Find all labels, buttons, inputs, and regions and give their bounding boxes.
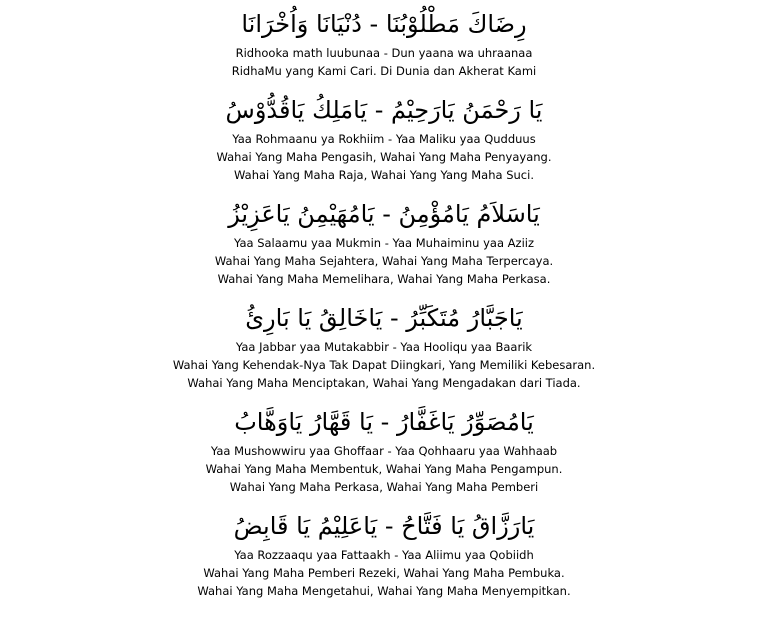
verse-block — [0, 402, 768, 496]
translation-line: Wahai Yang Kehendak-Nya Tak Dapat Diingkari, Yang Memiliki Kebesaran. — [172, 358, 596, 372]
verse-block — [0, 298, 768, 392]
transliteration-line: Yaa Mushowwiru yaa Ghoffaar - Yaa Qohhaaru yaa Wahhaab — [210, 444, 558, 458]
translation-line: Wahai Yang Maha Perkasa, Wahai Yang Maha Pemberi — [229, 480, 539, 494]
arabic-verse: يَارَزَّاقُ يَا فَتَّاحُ - يَاعَلِيْمُ يَا قَابِضُ — [233, 512, 535, 540]
translation-line: Wahai Yang Maha Pengasih, Wahai Yang Maha Penyayang. — [216, 150, 552, 164]
translation-line: Wahai Yang Maha Membentuk, Wahai Yang Maha Pengampun. — [205, 462, 563, 476]
arabic-verse: رِضَاكَ مَطْلُوْبُنَا - دُنْيَانَا وَاُخْرَانَا — [241, 10, 527, 38]
arabic-verse: يَاسَلاَمُ يَامُؤْمِنُ - يَامُهَيْمِنُ يَاعَزِيْزُ — [228, 200, 540, 228]
verse-block — [0, 194, 768, 288]
translation-line: Wahai Yang Maha Menciptakan, Wahai Yang Mengadakan dari Tiada. — [187, 376, 581, 390]
transliteration-line: Yaa Jabbar yaa Mutakabbir - Yaa Hooliqu yaa Baarik — [235, 340, 533, 354]
arabic-verse: يَامُصَوِّرُ يَاغَفَّارُ - يَا قَهَّارُ يَاوَهَّابُ — [234, 408, 534, 436]
arabic-verse: يَاجَبَّارُ مُتَكَبِّرُ - يَاخَالِقُ يَا بَارِئُ — [245, 304, 523, 332]
translation-line: RidhaMu yang Kami Cari. Di Dunia dan Akherat Kami — [231, 64, 537, 78]
transliteration-line: Yaa Salaamu yaa Mukmin - Yaa Muhaiminu yaa Aziiz — [234, 236, 534, 250]
translation-line: Wahai Yang Maha Memelihara, Wahai Yang Maha Perkasa. — [217, 272, 551, 286]
translation-line: Wahai Yang Maha Mengetahui, Wahai Yang Maha Menyempitkan. — [197, 584, 571, 598]
verse-block — [0, 4, 768, 80]
transliteration-line: Yaa Rozzaaqu yaa Fattaakh - Yaa Aliimu yaa Qobiidh — [234, 548, 534, 562]
transliteration-line: Yaa Rohmaanu ya Rokhiim - Yaa Maliku yaa Qudduus — [232, 132, 536, 146]
verse-block — [0, 90, 768, 184]
arabic-verse: يَا رَحْمَنُ يَارَحِيْمُ - يَامَلِكُ يَاقُدُّوْسُ — [225, 96, 543, 124]
translation-line: Wahai Yang Maha Sejahtera, Wahai Yang Maha Terpercaya. — [214, 254, 554, 268]
translation-line: Wahai Yang Maha Raja, Wahai Yang Yang Maha Suci. — [234, 168, 534, 182]
transliteration-line: Ridhooka math luubunaa - Dun yaana wa uhraanaa — [235, 46, 533, 60]
translation-line: Wahai Yang Maha Pemberi Rezeki, Wahai Yang Maha Pembuka. — [203, 566, 565, 580]
verse-block — [0, 506, 768, 600]
